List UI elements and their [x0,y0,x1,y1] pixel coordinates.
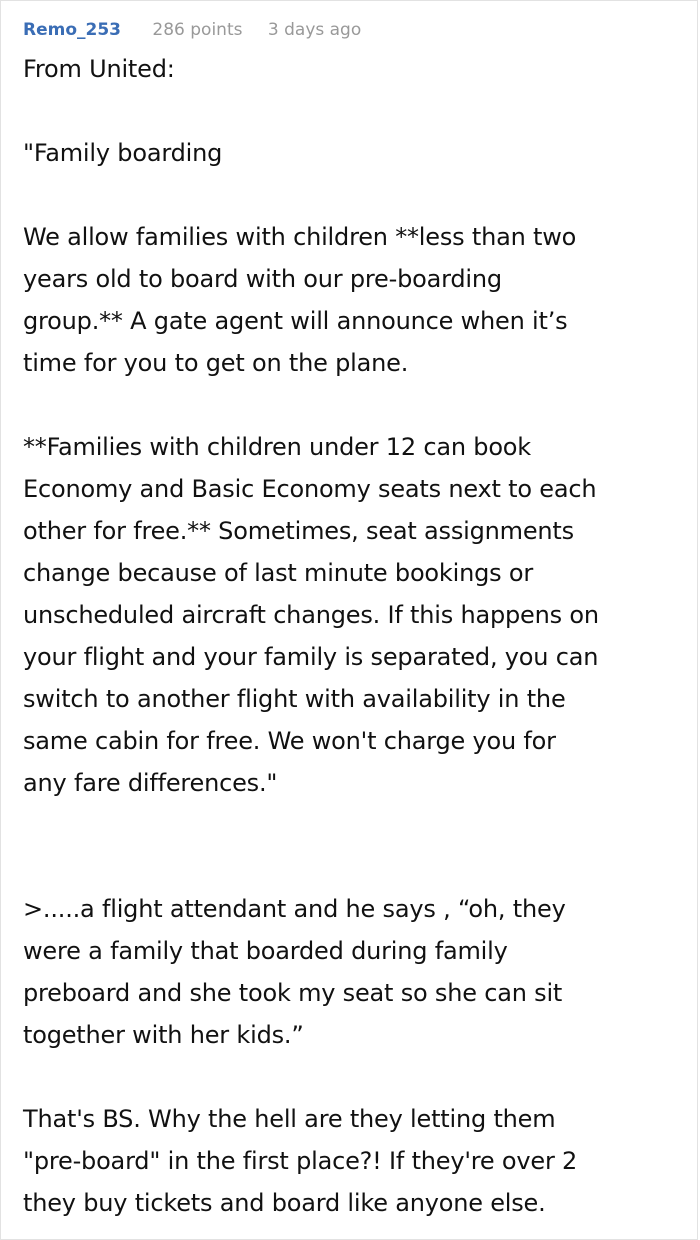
comment-text-line: together with her kids.” [23,1021,304,1049]
comment-text-line: We allow families with children **less than two [23,223,577,251]
comment-text-line: they buy tickets and board like anyone else. [23,1189,546,1217]
comment-text-line: **Families with children under 12 can book [23,433,531,461]
timestamp: 3 days ago [267,20,362,40]
comment-text-line: time for you to get on the plane. [23,349,409,377]
comment-text-line: same cabin for free. We won't charge you for [23,727,556,755]
comment-body [23,48,599,1224]
comment-text-line: That's BS. Why the hell are they letting them [23,1105,556,1133]
comment-text-line: unscheduled aircraft changes. If this happens on [23,601,599,629]
comment-text-line: From United: [23,55,175,83]
points-count: 286 points [152,20,243,40]
comment-meta [23,20,361,40]
comment-text-line: switch to another flight with availability in the [23,685,566,713]
comment-text-line: group.** A gate agent will announce when it’s [23,307,568,335]
comment-text-line: "pre-board" in the first place?! If they're over 2 [23,1147,578,1175]
comment-text-line: "Family boarding [23,139,223,167]
comment-text-line: your flight and your family is separated, you can [23,643,599,671]
comment-text-line [23,804,599,846]
comment-text-line: any fare differences." [23,769,278,797]
comment-text-line [23,846,599,888]
comment-text-line [23,174,599,216]
comment-text-line [23,1056,599,1098]
comment-text-line: were a family that boarded during family [23,937,508,965]
comment-text-line: Economy and Basic Economy seats next to each [23,475,597,503]
comment-text-line: >.....a flight attendant and he says , “oh, they [23,895,566,923]
comment-text-line: other for free.** Sometimes, seat assignments [23,517,574,545]
comment-text-line [23,384,599,426]
comment-text-line: change because of last minute bookings or [23,559,534,587]
comment-text-line: years old to board with our pre-boarding [23,265,502,293]
username-link[interactable]: Remo_253 [23,20,121,40]
comment-text-line: preboard and she took my seat so she can sit [23,979,563,1007]
comment-text-line [23,90,599,132]
